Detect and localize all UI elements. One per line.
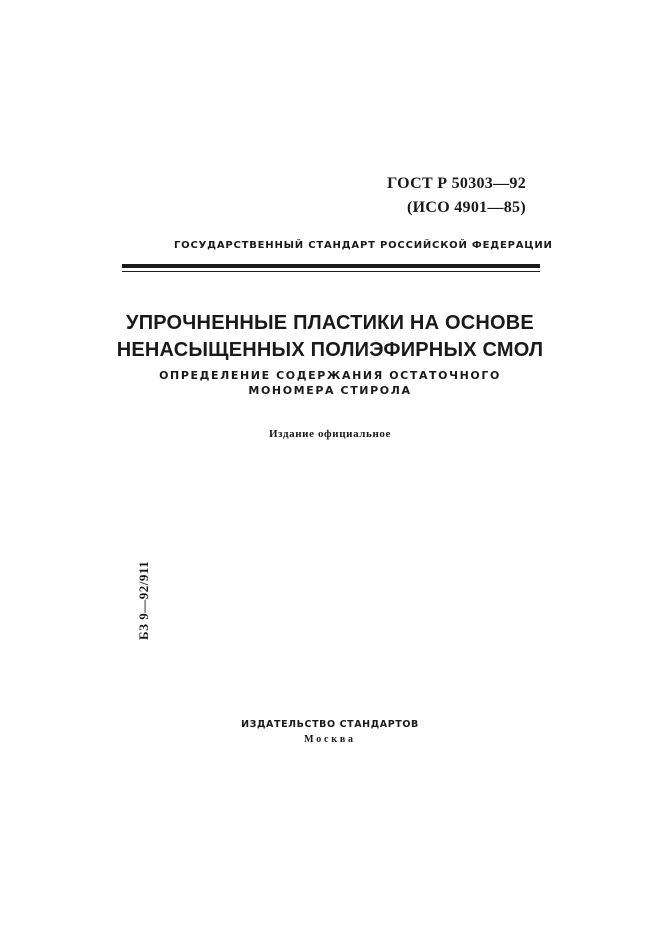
document-subtitle [80,368,580,398]
thick-divider [122,264,540,268]
standard-heading: ГОСУДАРСТВЕННЫЙ СТАНДАРТ РОССИЙСКОЙ ФЕДЕРАЦИИ [174,240,553,251]
subtitle-line-2: МОНОМЕРА СТИРОЛА [248,384,412,397]
publisher-city: Москва [304,734,356,745]
publisher-name: ИЗДАТЕЛЬСТВО СТАНДАРТОВ [241,719,419,730]
side-code: БЗ 9—92/911 [136,560,151,640]
title-line-1: УПРОЧНЕННЫЕ ПЛАСТИКИ НА ОСНОВЕ [126,312,534,334]
document-number [387,172,526,220]
iso-number: (ИСО 4901—85) [406,199,526,216]
gost-number: ГОСТ Р 50303—92 [387,175,526,192]
document-title [80,310,580,364]
subtitle-line-1: ОПРЕДЕЛЕНИЕ СОДЕРЖАНИЯ ОСТАТОЧНОГО [159,369,501,382]
thin-divider [122,271,540,272]
title-line-2: НЕНАСЫЩЕННЫХ ПОЛИЭФИРНЫХ СМОЛ [116,339,544,361]
edition-note: Издание официальное [269,428,391,440]
